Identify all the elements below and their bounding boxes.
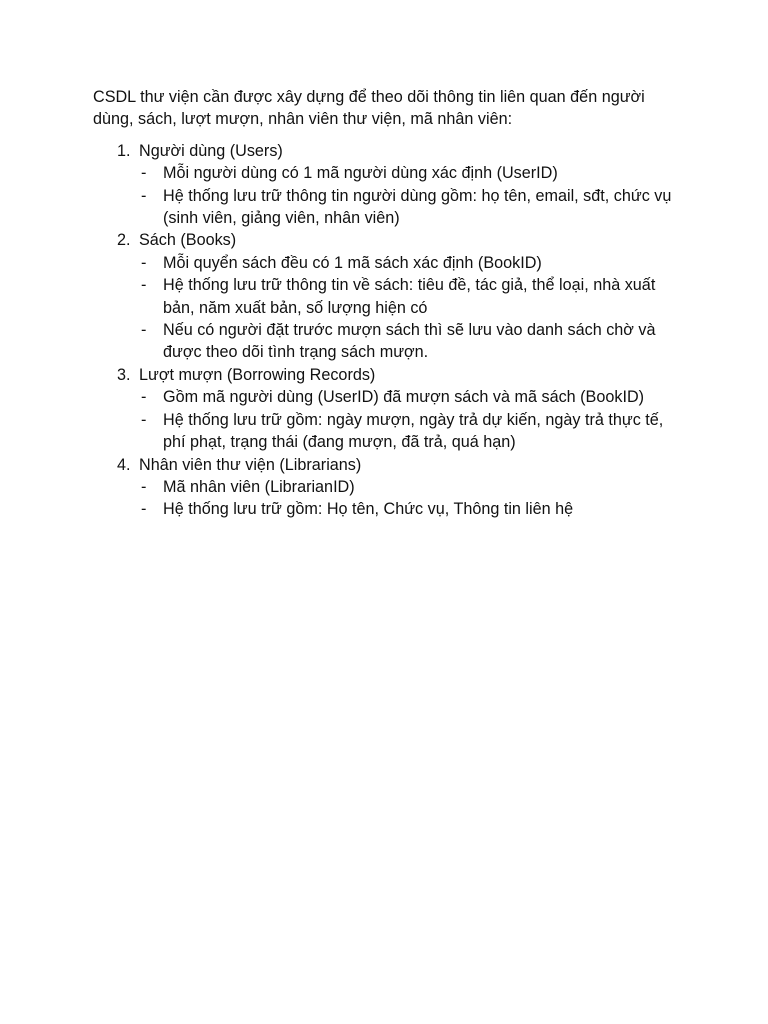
bullet-text: Gồm mã người dùng (UserID) đã mượn sách và mã sách (BookID) [163, 388, 645, 407]
bullet-list [139, 386, 683, 453]
bullet-text: Hệ thống lưu trữ gồm: ngày mượn, ngày trả dự kiến, ngày trả thực tế, phí phạt, trạng thái (đang mượn, đã trả, quá hạn) [163, 410, 664, 452]
list-item [139, 319, 683, 364]
section-title: Nhân viên thư viện (Librarians) [139, 455, 362, 474]
bullet-dash: - [141, 410, 147, 429]
section-books [93, 229, 683, 363]
section-users [93, 140, 683, 230]
bullet-text: Hệ thống lưu trữ gồm: Họ tên, Chức vụ, Thông tin liên hệ [163, 500, 574, 519]
list-item [139, 274, 683, 319]
bullet-dash: - [141, 186, 147, 205]
bullet-dash: - [141, 276, 147, 295]
bullet-text: Hệ thống lưu trữ thông tin về sách: tiêu đề, tác giả, thể loại, nhà xuất bản, năm xuất bản, số lượng hiện có [163, 276, 656, 317]
bullet-text: Mỗi quyển sách đều có 1 mã sách xác định (BookID) [163, 253, 542, 272]
section-number: 2. [117, 231, 131, 250]
bullet-text: Mỗi người dùng có 1 mã người dùng xác định (UserID) [163, 164, 558, 183]
section-list [93, 140, 683, 521]
bullet-dash: - [141, 388, 147, 407]
list-item [139, 476, 683, 498]
list-item [139, 162, 683, 184]
section-borrowing-records [93, 364, 683, 454]
intro-paragraph: CSDL thư viện cần được xây dựng để theo dõi thông tin liên quan đến người dùng, sách, lượt mượn, nhân viên thư viện, mã nhân viên: [93, 88, 645, 129]
list-item [139, 386, 683, 408]
bullet-list [139, 476, 683, 521]
list-item [139, 409, 683, 454]
document-body [93, 86, 683, 521]
bullet-text: Nếu có người đặt trước mượn sách thì sẽ lưu vào danh sách chờ và được theo dõi tình trạng sách mượn. [163, 321, 656, 362]
bullet-dash: - [141, 500, 147, 519]
section-title: Lượt mượn (Borrowing Records) [139, 365, 376, 384]
bullet-text: Mã nhân viên (LibrarianID) [163, 477, 355, 496]
section-title: Sách (Books) [139, 231, 237, 250]
bullet-dash: - [141, 321, 147, 340]
list-item [139, 498, 683, 520]
bullet-list [139, 162, 683, 229]
bullet-text: Hệ thống lưu trữ thông tin người dùng gồm: họ tên, email, sđt, chức vụ (sinh viên, giảng viên, nhân viên) [163, 186, 672, 228]
bullet-list [139, 252, 683, 364]
list-item [139, 185, 683, 230]
section-number: 1. [117, 141, 131, 160]
section-librarians [93, 454, 683, 521]
section-title: Người dùng (Users) [139, 141, 283, 160]
section-number: 3. [117, 365, 131, 384]
bullet-dash: - [141, 477, 147, 496]
list-item [139, 252, 683, 274]
section-number: 4. [117, 455, 131, 474]
bullet-dash: - [141, 253, 147, 272]
bullet-dash: - [141, 164, 147, 183]
